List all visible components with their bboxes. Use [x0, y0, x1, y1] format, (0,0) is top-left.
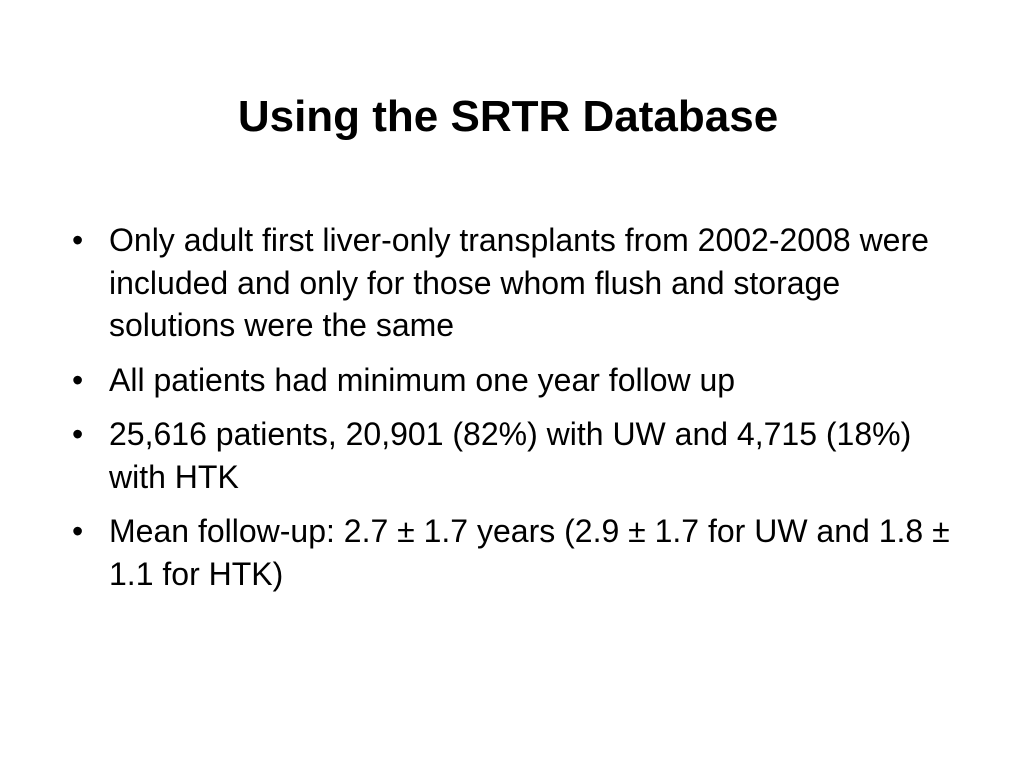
bullet-marker: • — [72, 361, 84, 398]
bullet-item — [72, 510, 972, 595]
bullet-marker: • — [72, 222, 84, 258]
bullet-marker: • — [72, 513, 84, 549]
bullet-item — [72, 359, 972, 402]
bullet-item — [72, 413, 972, 498]
bullet-text: All patients had minimum one year follow up — [109, 361, 736, 398]
slide-title: Using the SRTR Database — [237, 92, 779, 141]
bullet-marker: • — [72, 416, 84, 452]
bullet-text: Only adult first liver-only transplants from 2002-2008 were included and only for those whom flush and storage solutions were the same — [109, 222, 929, 343]
bullet-list — [72, 219, 972, 607]
bullet-item — [72, 219, 972, 347]
bullet-text: 25,616 patients, 20,901 (82%) with UW and 4,715 (18%) with HTK — [109, 416, 912, 495]
bullet-text: Mean follow-up: 2.7 ± 1.7 years (2.9 ± 1.7 for UW and 1.8 ± 1.1 for HTK) — [109, 513, 950, 592]
